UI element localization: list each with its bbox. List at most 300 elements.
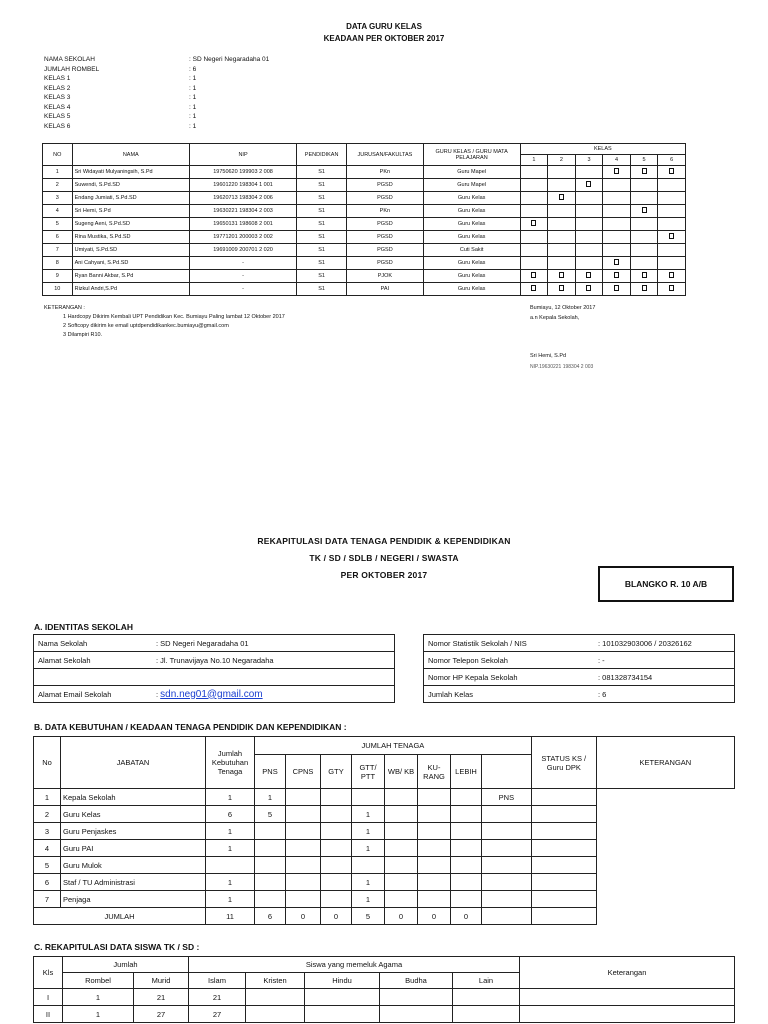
sign-nip: NIP.19630221 198304 2 003	[530, 364, 594, 370]
cell-pend: S1	[297, 270, 347, 283]
cell-kelas-mark	[658, 179, 686, 192]
total-lebih: 0	[451, 908, 482, 925]
cell-nama: Umiyati, S.Pd.SD	[72, 244, 189, 257]
cell-kelas-mark	[575, 192, 603, 205]
cell-jur: PGSD	[347, 244, 424, 257]
blangko-box: BLANGKO R. 10 A/B	[598, 566, 734, 602]
identitas-row	[34, 635, 395, 652]
c-col-jumlah: Jumlah	[63, 957, 189, 973]
table-row	[34, 891, 735, 908]
sign-role: a.n Kepala Sekolah,	[530, 315, 580, 321]
cell-kelas-mark	[630, 283, 658, 296]
info-row	[44, 112, 269, 122]
cell-islam: 27	[189, 1006, 246, 1023]
cell-pend: S1	[297, 218, 347, 231]
cell-ku	[418, 823, 451, 840]
c-col-islam: Islam	[189, 973, 246, 989]
cell-jur: PKn	[347, 166, 424, 179]
cell-kls: I	[34, 989, 63, 1006]
cell-keb: 1	[206, 789, 255, 806]
cell-lebih	[451, 874, 482, 891]
cell-guru: Guru Kelas	[423, 192, 520, 205]
table-row	[43, 179, 686, 192]
info-value: : 1	[189, 122, 197, 130]
cell-pns	[255, 857, 286, 874]
cell-pend: S1	[297, 257, 347, 270]
cell-lebih	[451, 891, 482, 908]
cell-nama: Endang Jumiati, S.Pd.SD	[72, 192, 189, 205]
info-row	[44, 84, 269, 94]
cell-no: 1	[34, 789, 61, 806]
cell-nama: Sri Hemi, S.Pd	[72, 205, 189, 218]
c-col-agama: Siswa yang memeluk Agama	[189, 957, 520, 973]
cell-cpns	[286, 891, 321, 908]
cell-gtt: 1	[352, 823, 385, 840]
doc2-subtitle: TK / SD / SDLB / NEGERI / SWASTA	[309, 553, 459, 563]
cell-kelas-mark	[575, 179, 603, 192]
checkbox-icon	[614, 168, 619, 174]
doc2-title: REKAPITULASI DATA TENAGA PENDIDIK & KEPENDIDIKAN	[257, 536, 511, 546]
table-row	[43, 218, 686, 231]
cell-kelas-mark	[520, 270, 548, 283]
identitas-row	[34, 652, 395, 669]
checkbox-icon	[642, 207, 647, 213]
cell-nama: Sugeng Aeni, S.Pd.SD	[72, 218, 189, 231]
checkbox-icon	[586, 272, 591, 278]
cell-jab: Guru PAI	[61, 840, 206, 857]
cell-lain	[453, 1006, 520, 1023]
cell-wb	[385, 789, 418, 806]
checkbox-icon	[586, 285, 591, 291]
cell-jur: PGSD	[347, 257, 424, 270]
checkbox-icon	[614, 285, 619, 291]
col-kelas-4: 4	[603, 155, 631, 166]
cell-kelas-mark	[520, 257, 548, 270]
cell-budha	[380, 989, 453, 1006]
c-col-budha: Budha	[380, 973, 453, 989]
total-wb: 0	[385, 908, 418, 925]
table-row	[34, 789, 735, 806]
cell-no: 3	[43, 192, 73, 205]
cell-kelas-mark	[520, 166, 548, 179]
cell-wb	[385, 874, 418, 891]
cell-wb	[385, 891, 418, 908]
cell-kelas-mark	[658, 218, 686, 231]
b-col-wb: WB/ KB	[385, 755, 418, 789]
checkbox-icon	[669, 233, 674, 239]
email-link[interactable]: sdn.neg01@gmail.com	[160, 688, 263, 700]
checkbox-icon	[586, 181, 591, 187]
cell-cpns	[286, 857, 321, 874]
cell-status	[482, 874, 532, 891]
c-col-lain: Lain	[453, 973, 520, 989]
cell-status	[482, 891, 532, 908]
cell-ku	[418, 891, 451, 908]
cell-guru: Guru Mapel	[423, 179, 520, 192]
cell-jab: Guru Mulok	[61, 857, 206, 874]
cell-kelas-mark	[575, 270, 603, 283]
cell-kls: II	[34, 1006, 63, 1023]
cell-nama: Sri Widayati Mulyaningsih, S.Pd	[72, 166, 189, 179]
cell-kelas-mark	[520, 192, 548, 205]
info-label: KELAS 3	[44, 94, 71, 101]
identitas-label: Alamat Sekolah	[38, 655, 91, 665]
cell-rombel: 1	[63, 1006, 134, 1023]
checkbox-icon	[642, 168, 647, 174]
total-pns: 6	[255, 908, 286, 925]
cell-guru: Guru Kelas	[423, 231, 520, 244]
identitas-row	[34, 669, 395, 686]
info-value: : 6	[189, 65, 197, 73]
cell-cpns	[286, 840, 321, 857]
identitas-label: Nomor HP Kepala Sekolah	[428, 672, 518, 682]
cell-kelas-mark	[603, 179, 631, 192]
identitas-left-table	[33, 634, 395, 703]
identitas-label: Nomor Statistik Sekolah / NIS	[428, 638, 527, 648]
cell-keb: 1	[206, 823, 255, 840]
identitas-value: : 081328734154	[598, 672, 653, 682]
cell-no: 4	[43, 205, 73, 218]
info-label: JUMLAH ROMBEL	[44, 65, 100, 73]
cell-ku	[418, 874, 451, 891]
table-row	[43, 244, 686, 257]
cell-jur: PJOK	[347, 270, 424, 283]
cell-no: 5	[34, 857, 61, 874]
cell-no: 6	[43, 231, 73, 244]
cell-pend: S1	[297, 244, 347, 257]
checkbox-icon	[669, 272, 674, 278]
cell-guru: Guru Kelas	[423, 205, 520, 218]
cell-kelas-mark	[603, 244, 631, 257]
total-keb: 11	[206, 908, 255, 925]
cell-jab: Guru Penjaskes	[61, 823, 206, 840]
identitas-cell	[34, 669, 395, 686]
cell-no: 5	[43, 218, 73, 231]
total-gtt: 5	[352, 908, 385, 925]
identitas-right-table	[423, 634, 735, 703]
info-value: : 1	[189, 113, 197, 120]
info-label: KELAS 2	[44, 84, 71, 92]
cell-keb: 1	[206, 874, 255, 891]
info-row	[44, 74, 269, 84]
table-row	[34, 840, 735, 857]
cell-no: 3	[34, 823, 61, 840]
keterangan-label: KETERANGAN :	[44, 305, 85, 311]
cell-kelas-mark	[630, 257, 658, 270]
cell-kelas-mark	[575, 205, 603, 218]
cell-ket	[520, 989, 735, 1006]
cell-jab: Staf / TU Administrasi	[61, 874, 206, 891]
cell-keb: 6	[206, 806, 255, 823]
table-row	[43, 166, 686, 179]
col-guru: GURU KELAS / GURU MATA PELAJARAN	[423, 144, 520, 166]
cell-murid: 27	[134, 1006, 189, 1023]
col-nip: NIP	[189, 144, 296, 166]
info-label: KELAS 4	[44, 103, 71, 111]
cell-gtt: 1	[352, 806, 385, 823]
cell-kelas-mark	[658, 257, 686, 270]
table-row	[34, 823, 735, 840]
cell-status	[482, 823, 532, 840]
c-col-kristen: Kristen	[246, 973, 305, 989]
col-kelas-1: 1	[520, 155, 548, 166]
cell-gty	[321, 891, 352, 908]
cell-kelas-mark	[548, 244, 576, 257]
b-col-keterangan: KETERANGAN	[596, 737, 734, 789]
cell-no: 7	[43, 244, 73, 257]
cell-nama: Rina Mustika, S.Pd.SD	[72, 231, 189, 244]
cell-kelas-mark	[548, 179, 576, 192]
cell-kelas-mark	[630, 192, 658, 205]
cell-wb	[385, 823, 418, 840]
cell-no: 10	[43, 283, 73, 296]
info-value: : 1	[189, 103, 197, 111]
cell-guru: Guru Kelas	[423, 218, 520, 231]
table-row	[43, 257, 686, 270]
cell-nip: -	[189, 257, 296, 270]
cell-gty	[321, 806, 352, 823]
cell-keterangan	[531, 840, 596, 857]
identitas-label: Jumlah Kelas	[428, 689, 474, 699]
cell-nama: Ani Cahyani, S.Pd.SD	[72, 257, 189, 270]
checkbox-icon	[531, 272, 536, 278]
cell-no: 8	[43, 257, 73, 270]
cell-kelas-mark	[603, 231, 631, 244]
cell-guru: Guru Kelas	[423, 283, 520, 296]
cell-kelas-mark	[603, 283, 631, 296]
total-status	[482, 908, 532, 925]
cell-kelas-mark	[630, 244, 658, 257]
cell-kelas-mark	[630, 270, 658, 283]
identitas-value: : 6	[598, 689, 607, 699]
note-item: 2 Softcopy dikirim ke email uptdpendidikankec.bumiayu@gmail.com	[63, 323, 229, 329]
cell-kelas-mark	[658, 283, 686, 296]
table-row	[34, 857, 735, 874]
checkbox-icon	[559, 272, 564, 278]
cell-lebih	[451, 823, 482, 840]
table-row	[43, 192, 686, 205]
cell-ket	[520, 1006, 735, 1023]
info-row	[44, 93, 269, 103]
cell-gty	[321, 789, 352, 806]
cell-nama: Suwendi, S.Pd.SD	[72, 179, 189, 192]
cell-nama: Rizkul Andri,S.Pd	[72, 283, 189, 296]
b-col-cpns: CPNS	[286, 755, 321, 789]
cell-no: 4	[34, 840, 61, 857]
info-row	[44, 103, 269, 113]
cell-wb	[385, 857, 418, 874]
cell-pend: S1	[297, 166, 347, 179]
cell-ku	[418, 840, 451, 857]
cell-status	[482, 840, 532, 857]
cell-gtt	[352, 789, 385, 806]
sign-name: Sri Hemi, S.Pd	[530, 353, 567, 359]
identitas-cell	[424, 652, 735, 669]
table-row	[43, 231, 686, 244]
cell-kelas-mark	[575, 166, 603, 179]
cell-status	[482, 806, 532, 823]
cell-nip: 19750620 199903 2 008	[189, 166, 296, 179]
cell-pend: S1	[297, 192, 347, 205]
cell-kelas-mark	[548, 192, 576, 205]
identitas-value: : SD Negeri Negaradaha 01	[156, 638, 249, 648]
cell-kelas-mark	[548, 205, 576, 218]
cell-nip: -	[189, 283, 296, 296]
doc2-period: PER OKTOBER 2017	[340, 570, 428, 580]
cell-jur: PKn	[347, 205, 424, 218]
cell-pns: 5	[255, 806, 286, 823]
cell-nip: 19650131 198608 2 001	[189, 218, 296, 231]
info-row	[44, 122, 269, 132]
section-a-title: A. IDENTITAS SEKOLAH	[34, 622, 134, 632]
identitas-cell	[34, 635, 395, 652]
cell-gtt: 1	[352, 891, 385, 908]
total-row	[34, 908, 735, 925]
col-pendidikan: PENDIDIKAN	[297, 144, 347, 166]
cell-kelas-mark	[603, 192, 631, 205]
cell-lebih	[451, 789, 482, 806]
cell-jur: PGSD	[347, 192, 424, 205]
b-col-gty: GTY	[321, 755, 352, 789]
cell-cpns	[286, 789, 321, 806]
table-row	[34, 806, 735, 823]
cell-guru: Guru Kelas	[423, 270, 520, 283]
cell-keterangan	[531, 857, 596, 874]
info-row	[44, 65, 269, 75]
identitas-cell	[34, 686, 395, 703]
checkbox-icon	[531, 285, 536, 291]
b-col-pns: PNS	[255, 755, 286, 789]
info-value: : 1	[189, 94, 197, 101]
total-gty: 0	[321, 908, 352, 925]
cell-no: 2	[43, 179, 73, 192]
cell-keterangan	[531, 823, 596, 840]
col-kelas-2: 2	[548, 155, 576, 166]
siswa-table	[33, 956, 735, 1023]
cell-gtt	[352, 857, 385, 874]
total-cpns: 0	[286, 908, 321, 925]
identitas-row	[424, 652, 735, 669]
table-row	[43, 205, 686, 218]
cell-guru: Cuti Sakit	[423, 244, 520, 257]
table-row	[43, 270, 686, 283]
cell-kelas-mark	[575, 257, 603, 270]
col-kelas-5: 5	[630, 155, 658, 166]
cell-kelas-mark	[603, 257, 631, 270]
cell-kelas-mark	[658, 205, 686, 218]
cell-jab: Kepala Sekolah	[61, 789, 206, 806]
cell-kelas-mark	[575, 231, 603, 244]
cell-pns: 1	[255, 789, 286, 806]
cell-nama: Ryan Banni Akbar, S.Pd	[72, 270, 189, 283]
cell-kelas-mark	[603, 270, 631, 283]
checkbox-icon	[669, 285, 674, 291]
table-row	[34, 989, 735, 1006]
info-label: KELAS 5	[44, 113, 71, 120]
cell-keterangan	[531, 874, 596, 891]
cell-keb: 1	[206, 891, 255, 908]
note-item: 3 Dilampiri R10.	[63, 332, 103, 338]
b-col-no: No	[34, 737, 61, 789]
checkbox-icon	[531, 220, 536, 226]
cell-no: 7	[34, 891, 61, 908]
cell-kelas-mark	[520, 244, 548, 257]
info-value: : SD Negeri Negaradaha 01	[189, 56, 270, 63]
c-col-kls: Kls	[34, 957, 63, 989]
cell-jab: Penjaga	[61, 891, 206, 908]
checkbox-icon	[614, 259, 619, 265]
cell-pns	[255, 823, 286, 840]
col-jurusan: JURUSAN/FAKULTAS	[347, 144, 424, 166]
cell-cpns	[286, 874, 321, 891]
cell-lebih	[451, 840, 482, 857]
doc1-title: DATA GURU KELAS	[346, 22, 422, 31]
cell-nip: 19630221 198304 2 003	[189, 205, 296, 218]
identitas-row	[34, 686, 395, 703]
cell-kristen	[246, 989, 305, 1006]
cell-cpns	[286, 806, 321, 823]
cell-keterangan	[531, 806, 596, 823]
identitas-value: : Jl. Trunavijaya No.10 Negaradaha	[156, 655, 274, 665]
cell-kelas-mark	[548, 270, 576, 283]
cell-kelas-mark	[630, 166, 658, 179]
b-col-kebutuhan: Jumlah Kebutuhan Tenaga	[206, 737, 255, 789]
cell-no: 1	[43, 166, 73, 179]
cell-kelas-mark	[520, 231, 548, 244]
cell-keb	[206, 857, 255, 874]
info-label: NAMA SEKOLAH	[44, 56, 95, 63]
cell-rombel: 1	[63, 989, 134, 1006]
cell-ku	[418, 806, 451, 823]
cell-guru: Guru Kelas	[423, 257, 520, 270]
info-label: KELAS 6	[44, 122, 71, 130]
c-col-rombel: Rombel	[63, 973, 134, 989]
c-col-keterangan: Keterangan	[520, 957, 735, 989]
cell-ku	[418, 857, 451, 874]
cell-ku	[418, 789, 451, 806]
b-col-jabatan: JABATAN	[61, 737, 206, 789]
cell-gtt: 1	[352, 874, 385, 891]
doc1-subtitle: KEADAAN PER OKTOBER 2017	[323, 34, 445, 43]
identitas-label: Nomor Telepon Sekolah	[428, 655, 508, 665]
cell-kelas-mark	[548, 231, 576, 244]
sign-place: Bumiayu, 12 Oktober 2017	[530, 305, 596, 311]
cell-keterangan	[531, 891, 596, 908]
table-row	[34, 1006, 735, 1023]
identitas-cell	[424, 669, 735, 686]
cell-kelas-mark	[630, 231, 658, 244]
identitas-value: : 101032903006 / 20326162	[598, 638, 692, 648]
cell-no: 9	[43, 270, 73, 283]
cell-kelas-mark	[575, 244, 603, 257]
cell-hindu	[305, 989, 380, 1006]
colon: :	[156, 689, 161, 699]
cell-wb	[385, 806, 418, 823]
info-value: : 1	[189, 84, 197, 92]
cell-kelas-mark	[658, 192, 686, 205]
cell-guru: Guru Mapel	[423, 166, 520, 179]
cell-kelas-mark	[520, 218, 548, 231]
doc1-info-block	[44, 55, 269, 131]
cell-kristen	[246, 1006, 305, 1023]
cell-status: PNS	[482, 789, 532, 806]
cell-pend: S1	[297, 205, 347, 218]
cell-kelas-mark	[548, 257, 576, 270]
cell-gty	[321, 840, 352, 857]
c-col-murid: Murid	[134, 973, 189, 989]
cell-lebih	[451, 806, 482, 823]
cell-kelas-mark	[575, 283, 603, 296]
